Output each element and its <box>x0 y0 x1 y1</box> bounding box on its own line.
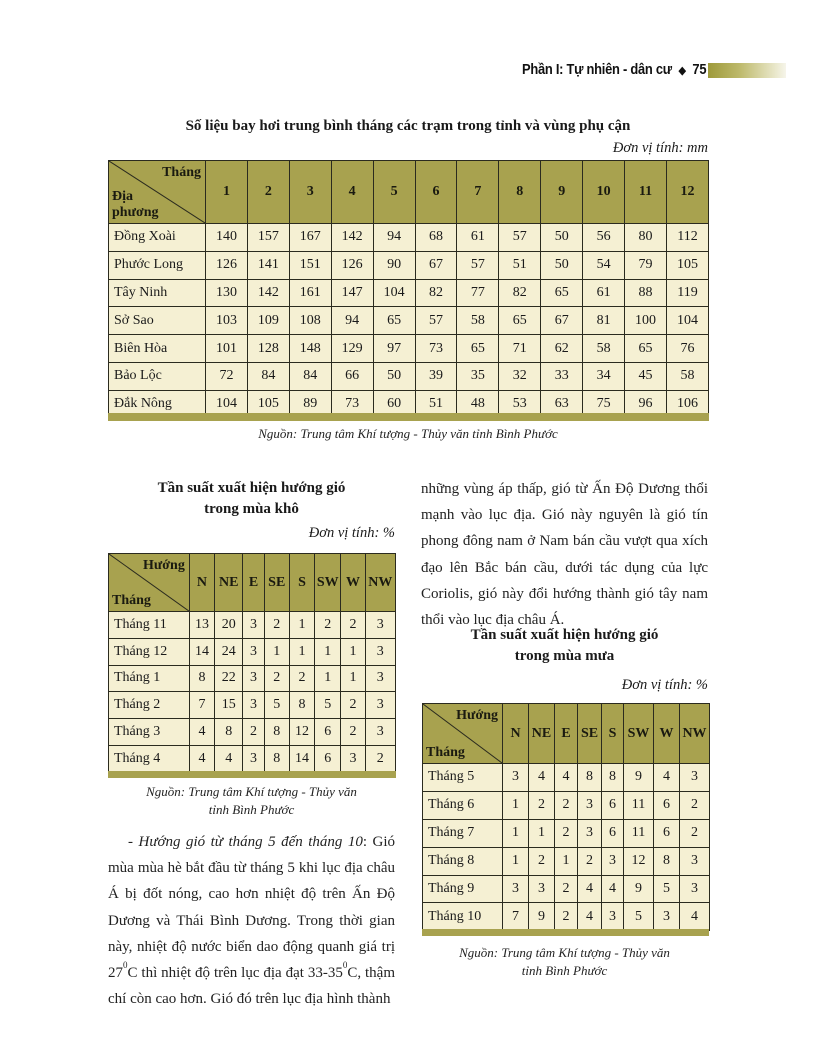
table-row <box>423 875 710 903</box>
evaporation-unit: Đơn vị tính: mm <box>612 140 708 156</box>
table-cell: 4 <box>189 745 214 772</box>
table-cell: 2 <box>529 791 555 819</box>
table-cell: 77 <box>457 279 499 307</box>
row-label: Sở Sao <box>109 307 206 335</box>
column-header: 4 <box>331 161 373 224</box>
table-cell: 57 <box>457 251 499 279</box>
table-cell: 50 <box>541 251 583 279</box>
row-label: Tháng 5 <box>423 764 503 792</box>
table-cell: 105 <box>247 390 289 418</box>
table-cell: 3 <box>365 692 395 719</box>
table-row <box>423 791 710 819</box>
table-cell: 65 <box>625 335 667 363</box>
table-cell: 56 <box>583 224 625 252</box>
header-gradient-bar <box>708 63 786 78</box>
rainy-season-source-line1: Nguồn: Trung tâm Khí tượng - Thủy văn <box>459 945 670 960</box>
table-cell: 48 <box>457 390 499 418</box>
corner-bottom-label: Tháng <box>112 593 151 608</box>
table-row <box>109 224 709 252</box>
table-cell: 1 <box>315 665 341 692</box>
table-cell: 3 <box>243 692 264 719</box>
table-cell: 6 <box>315 719 341 746</box>
column-header: 1 <box>206 161 248 224</box>
dry-season-title-line2: trong mùa khô <box>204 501 299 517</box>
body-paragraph-left <box>108 829 395 1012</box>
row-label: Tháng 3 <box>109 719 190 746</box>
table-row <box>109 279 709 307</box>
table-row <box>423 764 710 792</box>
rainy-season-table <box>422 703 710 931</box>
table-row <box>109 307 709 335</box>
table-cell: 6 <box>654 819 680 847</box>
table-cell: 4 <box>680 903 710 931</box>
table-row <box>109 638 396 665</box>
table-cell: 58 <box>457 307 499 335</box>
table-cell: 104 <box>666 307 708 335</box>
row-label: Tháng 9 <box>423 875 503 903</box>
table-cell: 9 <box>624 875 654 903</box>
column-header: 7 <box>457 161 499 224</box>
table-cell: 2 <box>680 819 710 847</box>
table-cell: 3 <box>602 847 624 875</box>
table-cell: 126 <box>331 251 373 279</box>
table-cell: 73 <box>415 335 457 363</box>
table-cell: 109 <box>247 307 289 335</box>
row-label: Đắk Nông <box>109 390 206 418</box>
dry-season-source-line2: tỉnh Bình Phước <box>208 802 295 817</box>
table-cell: 54 <box>583 251 625 279</box>
table-cell: 88 <box>625 279 667 307</box>
table-cell: 94 <box>373 224 415 252</box>
table-cell: 1 <box>341 638 365 665</box>
column-header: SW <box>315 554 341 612</box>
table-cell: 2 <box>555 875 578 903</box>
column-header: 5 <box>373 161 415 224</box>
table-cell: 6 <box>602 791 624 819</box>
table-row <box>109 612 396 639</box>
table-cell: 2 <box>243 719 264 746</box>
table-cell: 82 <box>415 279 457 307</box>
row-label: Tháng 6 <box>423 791 503 819</box>
table-cell: 33 <box>541 362 583 390</box>
table-cell: 15 <box>215 692 243 719</box>
table-cell: 8 <box>602 764 624 792</box>
table-row <box>109 251 709 279</box>
row-label: Phước Long <box>109 251 206 279</box>
row-label: Tháng 1 <box>109 665 190 692</box>
corner-bottom-label: Địa phương <box>112 189 159 220</box>
table-row <box>109 745 396 772</box>
table-cell: 104 <box>373 279 415 307</box>
table-cell: 3 <box>341 745 365 772</box>
table-cell: 97 <box>373 335 415 363</box>
table-cell: 65 <box>499 307 541 335</box>
corner-header <box>109 554 190 612</box>
table-cell: 100 <box>625 307 667 335</box>
table-row <box>423 903 710 931</box>
evaporation-table-title: Số liệu bay hơi trung bình tháng các trạm trong tỉnh và vùng phụ cận <box>185 118 631 134</box>
dry-season-title <box>108 478 395 520</box>
table-cell: 167 <box>289 224 331 252</box>
section-title: Phần I: Tự nhiên - dân cư <box>521 61 672 78</box>
table-cell: 3 <box>602 903 624 931</box>
corner-header <box>109 161 206 224</box>
table-cell: 50 <box>541 224 583 252</box>
table-row <box>109 665 396 692</box>
table-cell: 2 <box>365 745 395 772</box>
table-cell: 3 <box>365 612 395 639</box>
table-cell: 104 <box>206 390 248 418</box>
running-header <box>0 60 816 82</box>
table-cell: 34 <box>583 362 625 390</box>
paragraph-text: C, thậm chí còn cao hơn. Gió đó trên lục địa hình thành <box>108 965 396 1008</box>
table-cell: 3 <box>578 791 602 819</box>
row-label: Tháng 11 <box>109 612 190 639</box>
table-cell: 8 <box>189 665 214 692</box>
table-cell: 3 <box>243 638 264 665</box>
table-cell: 3 <box>503 764 529 792</box>
table-cell: 1 <box>503 819 529 847</box>
table-cell: 157 <box>247 224 289 252</box>
table-cell: 84 <box>289 362 331 390</box>
table-cell: 8 <box>289 692 314 719</box>
body-paragraph-right: những vùng áp thấp, gió từ Ấn Độ Dương thổi mạnh vào lục địa. Gió này nguyên là gió tín phong đông nam ở Nam bán cầu vượt qua xích đạo lên Bắc bán cầu, dưới tác dụng của lực Coriolis, gió này đổi hướng thành gió tây nam thổi vào lục địa châu Á. <box>421 481 708 629</box>
table-cell: 12 <box>624 847 654 875</box>
table-cell: 3 <box>680 847 710 875</box>
column-header: 9 <box>541 161 583 224</box>
corner-top-label: Tháng <box>162 165 201 180</box>
table-cell: 65 <box>373 307 415 335</box>
rainy-season-table-bottom-bar <box>422 929 709 936</box>
column-header: 11 <box>625 161 667 224</box>
table-header-row <box>109 554 396 612</box>
table-cell: 2 <box>315 612 341 639</box>
table-cell: 4 <box>529 764 555 792</box>
table-cell: 4 <box>189 719 214 746</box>
table-cell: 112 <box>666 224 708 252</box>
table-row <box>109 335 709 363</box>
table-cell: 61 <box>457 224 499 252</box>
dry-season-unit: Đơn vị tính: % <box>308 525 395 541</box>
table-cell: 2 <box>264 612 289 639</box>
table-cell: 66 <box>331 362 373 390</box>
table-cell: 2 <box>289 665 314 692</box>
dry-season-source-line1: Nguồn: Trung tâm Khí tượng - Thủy văn <box>146 784 357 799</box>
table-cell: 60 <box>373 390 415 418</box>
table-cell: 2 <box>680 791 710 819</box>
table-cell: 3 <box>365 638 395 665</box>
table-cell: 2 <box>555 903 578 931</box>
table-row <box>109 692 396 719</box>
table-cell: 2 <box>341 692 365 719</box>
column-header: S <box>602 704 624 764</box>
column-header: W <box>341 554 365 612</box>
evaporation-table <box>108 160 709 419</box>
table-cell: 89 <box>289 390 331 418</box>
table-cell: 4 <box>602 875 624 903</box>
table-row <box>423 819 710 847</box>
table-cell: 2 <box>555 819 578 847</box>
table-cell: 2 <box>578 847 602 875</box>
column-header: N <box>189 554 214 612</box>
table-cell: 151 <box>289 251 331 279</box>
table-cell: 94 <box>331 307 373 335</box>
table-cell: 1 <box>503 791 529 819</box>
table-cell: 14 <box>289 745 314 772</box>
column-header: S <box>289 554 314 612</box>
column-header: N <box>503 704 529 764</box>
table-cell: 3 <box>243 745 264 772</box>
rainy-season-title-line2: trong mùa mưa <box>514 648 615 664</box>
column-header: SE <box>264 554 289 612</box>
table-cell: 51 <box>415 390 457 418</box>
table-cell: 11 <box>624 791 654 819</box>
dry-season-table <box>108 553 396 773</box>
dry-season-title-line1: Tần suất xuất hiện hướng gió <box>157 480 346 496</box>
table-row <box>423 847 710 875</box>
table-cell: 32 <box>499 362 541 390</box>
table-cell: 35 <box>457 362 499 390</box>
table-cell: 2 <box>555 791 578 819</box>
table-cell: 80 <box>625 224 667 252</box>
table-cell: 7 <box>189 692 214 719</box>
table-cell: 101 <box>206 335 248 363</box>
row-label: Đồng Xoài <box>109 224 206 252</box>
table-cell: 5 <box>624 903 654 931</box>
table-cell: 8 <box>264 745 289 772</box>
table-cell: 1 <box>289 638 314 665</box>
evaporation-source: Nguồn: Trung tâm Khí tượng - Thủy văn tỉnh Bình Phước <box>258 426 558 441</box>
table-cell: 3 <box>680 764 710 792</box>
header-text <box>522 60 706 81</box>
table-cell: 6 <box>315 745 341 772</box>
table-cell: 13 <box>189 612 214 639</box>
table-cell: 8 <box>215 719 243 746</box>
table-cell: 5 <box>654 875 680 903</box>
column-header: E <box>555 704 578 764</box>
table-cell: 119 <box>666 279 708 307</box>
dry-season-source <box>108 783 395 819</box>
table-cell: 8 <box>578 764 602 792</box>
row-label: Biên Hòa <box>109 335 206 363</box>
table-cell: 3 <box>365 719 395 746</box>
table-header-row <box>423 704 710 764</box>
table-cell: 90 <box>373 251 415 279</box>
table-cell: 12 <box>289 719 314 746</box>
table-cell: 8 <box>264 719 289 746</box>
corner-top-label: Hướng <box>143 558 185 573</box>
column-header: NE <box>215 554 243 612</box>
column-header: NW <box>365 554 395 612</box>
table-cell: 141 <box>247 251 289 279</box>
table-cell: 4 <box>578 903 602 931</box>
column-header: E <box>243 554 264 612</box>
table-cell: 39 <box>415 362 457 390</box>
corner-top-label: Hướng <box>456 708 498 723</box>
corner-bottom-label: Tháng <box>426 745 465 760</box>
rainy-season-title-line1: Tần suất xuất hiện hướng gió <box>470 627 659 643</box>
table-cell: 11 <box>624 819 654 847</box>
table-cell: 140 <box>206 224 248 252</box>
table-cell: 6 <box>602 819 624 847</box>
table-cell: 3 <box>243 665 264 692</box>
table-cell: 65 <box>541 279 583 307</box>
table-cell: 126 <box>206 251 248 279</box>
table-cell: 67 <box>541 307 583 335</box>
column-header: NW <box>680 704 710 764</box>
table-cell: 71 <box>499 335 541 363</box>
table-cell: 79 <box>625 251 667 279</box>
row-label: Tháng 4 <box>109 745 190 772</box>
table-cell: 1 <box>503 847 529 875</box>
table-cell: 148 <box>289 335 331 363</box>
evaporation-table-bottom-bar <box>108 413 709 421</box>
column-header: 2 <box>247 161 289 224</box>
table-cell: 5 <box>264 692 289 719</box>
column-header: W <box>654 704 680 764</box>
paragraph-text: C thì nhiệt độ trên lục địa đạt 33-35 <box>127 965 343 982</box>
table-cell: 4 <box>578 875 602 903</box>
dry-season-table-bottom-bar <box>108 771 396 778</box>
table-cell: 108 <box>289 307 331 335</box>
table-cell: 128 <box>247 335 289 363</box>
table-cell: 2 <box>264 665 289 692</box>
rainy-season-title <box>421 625 708 667</box>
rainy-season-source <box>421 944 708 980</box>
table-cell: 14 <box>189 638 214 665</box>
table-cell: 50 <box>373 362 415 390</box>
table-cell: 3 <box>503 875 529 903</box>
table-cell: 65 <box>457 335 499 363</box>
table-cell: 68 <box>415 224 457 252</box>
table-cell: 3 <box>529 875 555 903</box>
column-header: 12 <box>666 161 708 224</box>
table-cell: 76 <box>666 335 708 363</box>
table-cell: 1 <box>289 612 314 639</box>
table-cell: 161 <box>289 279 331 307</box>
column-header: 3 <box>289 161 331 224</box>
table-cell: 2 <box>341 719 365 746</box>
table-cell: 129 <box>331 335 373 363</box>
table-cell: 24 <box>215 638 243 665</box>
lead-italic-heading: Hướng gió từ tháng 5 đến tháng 10 <box>138 834 363 850</box>
column-header: NE <box>529 704 555 764</box>
table-cell: 2 <box>341 612 365 639</box>
paragraph-text: : Gió mùa mùa hè bắt đầu từ tháng 5 khi lục địa châu Á bị đốt nóng, cao hơn nhiệt độ trên Ấn Độ Dương và Thái Bình Dương. Trong thời gian này, nhiệt độ nước biển dao động quanh giá trị 27 <box>108 834 396 982</box>
table-header-row <box>109 161 709 224</box>
table-cell: 1 <box>264 638 289 665</box>
corner-header <box>423 704 503 764</box>
table-cell: 84 <box>247 362 289 390</box>
column-header: SE <box>578 704 602 764</box>
rainy-season-unit: Đơn vị tính: % <box>621 677 708 693</box>
degree-sup: 0 <box>342 960 348 971</box>
column-header: 10 <box>583 161 625 224</box>
table-cell: 20 <box>215 612 243 639</box>
column-header: 6 <box>415 161 457 224</box>
row-label: Bảo Lộc <box>109 362 206 390</box>
table-cell: 6 <box>654 791 680 819</box>
table-cell: 1 <box>315 638 341 665</box>
table-cell: 57 <box>499 224 541 252</box>
table-cell: 3 <box>243 612 264 639</box>
table-cell: 58 <box>666 362 708 390</box>
table-cell: 3 <box>654 903 680 931</box>
row-label: Tháng 8 <box>423 847 503 875</box>
table-cell: 81 <box>583 307 625 335</box>
table-cell: 4 <box>215 745 243 772</box>
table-cell: 5 <box>315 692 341 719</box>
table-cell: 1 <box>341 665 365 692</box>
table-cell: 3 <box>578 819 602 847</box>
row-label: Tháng 12 <box>109 638 190 665</box>
page-number: 75 <box>692 61 706 78</box>
table-cell: 75 <box>583 390 625 418</box>
column-header: SW <box>624 704 654 764</box>
table-row <box>109 362 709 390</box>
table-cell: 105 <box>666 251 708 279</box>
row-label: Tây Ninh <box>109 279 206 307</box>
table-cell: 3 <box>365 665 395 692</box>
table-cell: 62 <box>541 335 583 363</box>
table-cell: 142 <box>331 224 373 252</box>
table-cell: 61 <box>583 279 625 307</box>
table-cell: 57 <box>415 307 457 335</box>
table-cell: 1 <box>529 819 555 847</box>
table-cell: 45 <box>625 362 667 390</box>
table-cell: 72 <box>206 362 248 390</box>
lead-dash: - <box>128 834 139 850</box>
table-cell: 2 <box>529 847 555 875</box>
table-cell: 73 <box>331 390 373 418</box>
diamond-icon: ◆ <box>678 65 686 77</box>
row-label: Tháng 2 <box>109 692 190 719</box>
table-cell: 53 <box>499 390 541 418</box>
table-cell: 63 <box>541 390 583 418</box>
table-cell: 7 <box>503 903 529 931</box>
row-label: Tháng 10 <box>423 903 503 931</box>
table-cell: 9 <box>529 903 555 931</box>
table-cell: 4 <box>654 764 680 792</box>
table-cell: 4 <box>555 764 578 792</box>
column-header: 8 <box>499 161 541 224</box>
rainy-season-source-line2: tỉnh Bình Phước <box>521 963 608 978</box>
row-label: Tháng 7 <box>423 819 503 847</box>
table-cell: 82 <box>499 279 541 307</box>
table-cell: 147 <box>331 279 373 307</box>
table-cell: 58 <box>583 335 625 363</box>
table-cell: 51 <box>499 251 541 279</box>
table-cell: 142 <box>247 279 289 307</box>
table-cell: 3 <box>680 875 710 903</box>
table-cell: 8 <box>654 847 680 875</box>
degree-sup: 0 <box>123 960 128 971</box>
table-row <box>109 719 396 746</box>
table-cell: 9 <box>624 764 654 792</box>
table-cell: 22 <box>215 665 243 692</box>
table-cell: 106 <box>666 390 708 418</box>
table-cell: 130 <box>206 279 248 307</box>
table-cell: 1 <box>555 847 578 875</box>
table-cell: 67 <box>415 251 457 279</box>
table-cell: 103 <box>206 307 248 335</box>
table-cell: 96 <box>625 390 667 418</box>
